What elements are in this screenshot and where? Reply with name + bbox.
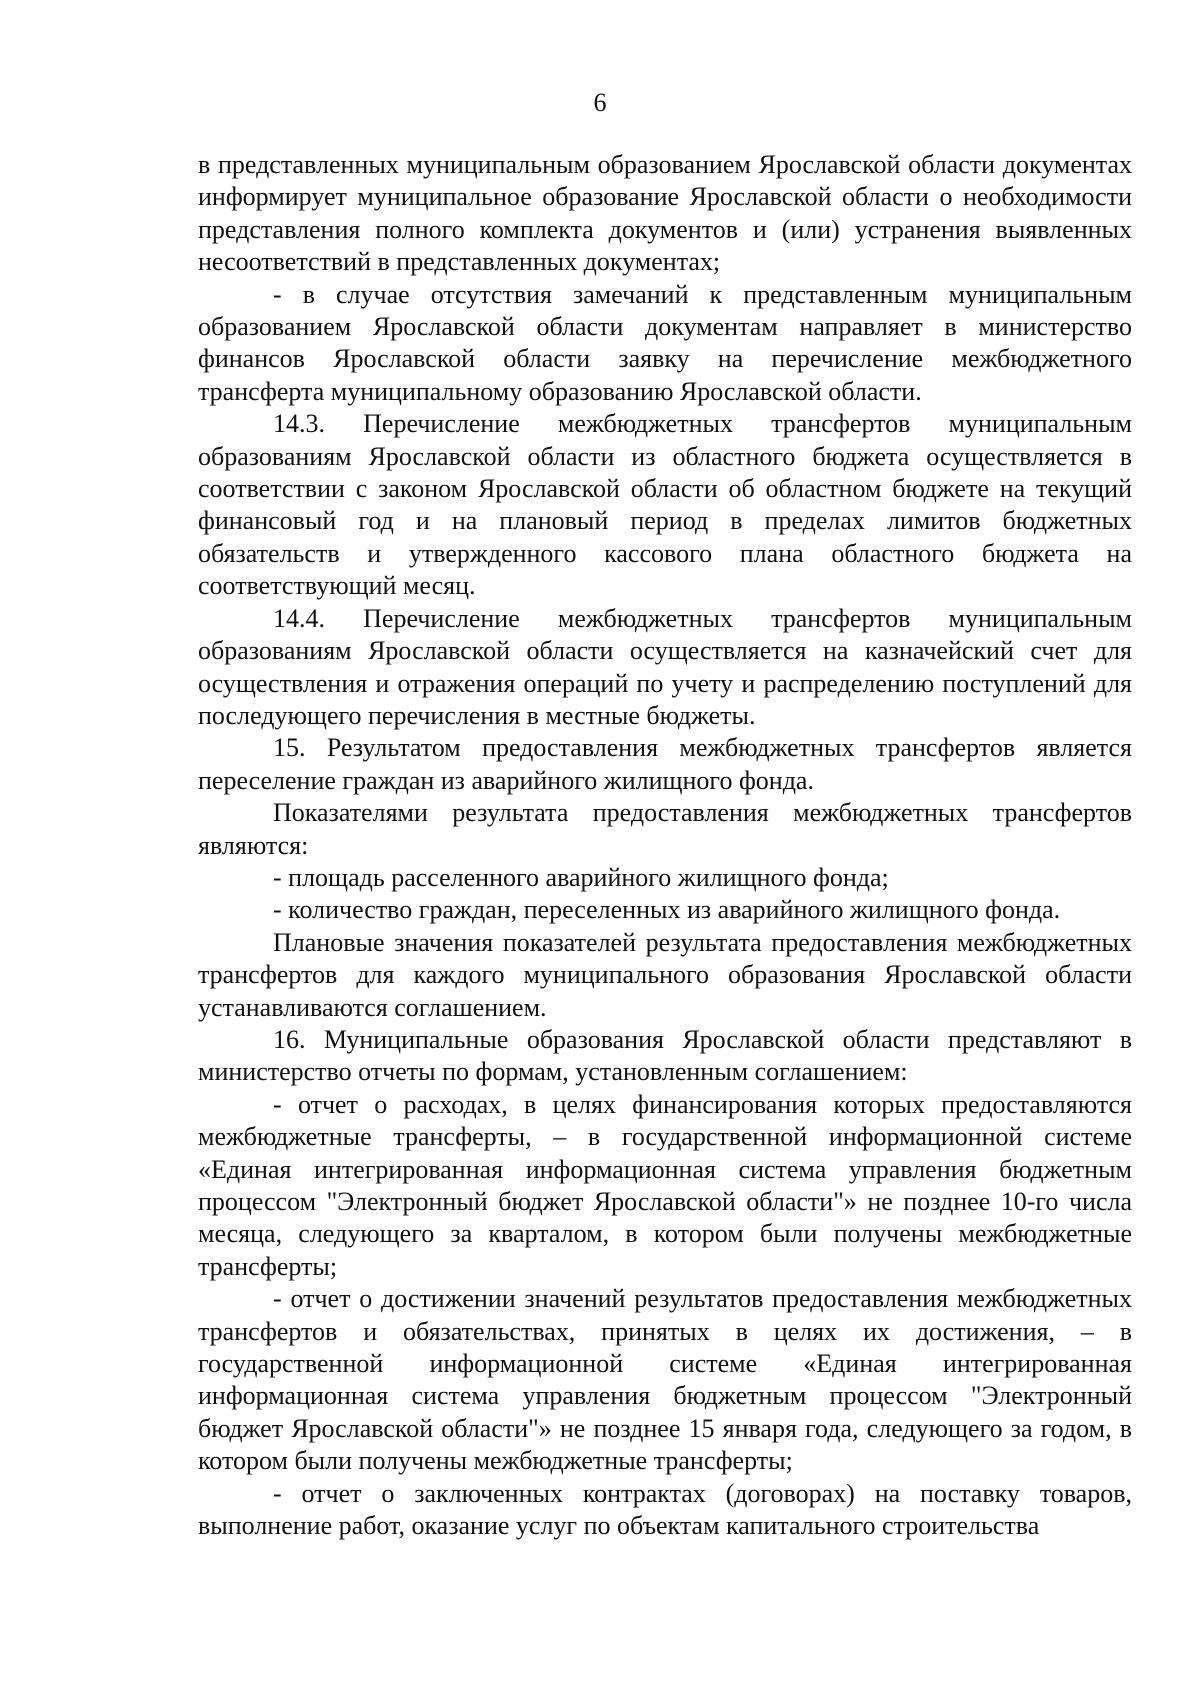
paragraph: 16. Муниципальные образования Ярославской области представляют в министерство отчеты по формам, установленным соглашением:	[198, 1024, 1132, 1087]
list-item: - отчет о расходах, в целях финансирования которых предоставляются межбюджетные трансферты, – в государственной информационной системе «Единая интегрированная информационная система управления бюджетным процессом "Электронный бюджет Ярославской области"» не позднее 10-го числа месяца, следующего за кварталом, в котором были получены межбюджетные трансферты;	[198, 1089, 1132, 1281]
paragraph: - в случае отсутствия замечаний к представленным муниципальным образованием Ярославской области документам направляет в министерство финансов Ярославской области заявку на перечисление межбюджетного трансферта муниципальному образованию Ярославской области.	[198, 279, 1132, 406]
list-item: - отчет о заключенных контрактах (договорах) на поставку товаров, выполнение работ, оказание услуг по объектам капитального строительства	[198, 1478, 1132, 1541]
paragraph: 14.4. Перечисление межбюджетных трансфертов муниципальным образованиям Ярославской области осуществляется на казначейский счет для осуществления и отражения операций по учету и распределению поступлений для последующего перечисления в местные бюджеты.	[198, 603, 1132, 730]
paragraph: в представленных муниципальным образованием Ярославской области документах информирует муниципальное образование Ярославской области о необходимости представления полного комплекта документов и (или) устранения выявленных несоответствий в представленных документах;	[198, 150, 1132, 277]
list-item: - площадь расселенного аварийного жилищного фонда;	[273, 862, 889, 892]
page-number: 6	[593, 88, 607, 117]
paragraph: 14.3. Перечисление межбюджетных трансфертов муниципальным образованиям Ярославской области из областного бюджета осуществляется в соответствии с законом Ярославской области об областном бюджете на текущий финансовый год и на плановый период в пределах лимитов бюджетных обязательств и утвержденного кассового плана областного бюджета на соответствующий месяц.	[198, 409, 1132, 601]
paragraph: Плановые значения показателей результата предоставления межбюджетных трансфертов для каждого муниципального образования Ярославской области устанавливаются соглашением.	[198, 927, 1132, 1022]
paragraph: Показателями результата предоставления межбюджетных трансфертов являются:	[198, 798, 1132, 860]
document-body	[198, 149, 1132, 1542]
list-item: - отчет о достижении значений результатов предоставления межбюджетных трансфертов и обязательствах, принятых в целях их достижения, – в государственной информационной системе «Единая интегрированная информационная система управления бюджетным процессом "Электронный бюджет Ярославской области"» не позднее 15 января года, следующего за годом, в котором были получены межбюджетные трансферты;	[198, 1284, 1132, 1476]
list-item: - количество граждан, переселенных из аварийного жилищного фонда.	[273, 895, 1061, 925]
paragraph: 15. Результатом предоставления межбюджетных трансфертов является переселение граждан из аварийного жилищного фонда.	[198, 733, 1132, 795]
